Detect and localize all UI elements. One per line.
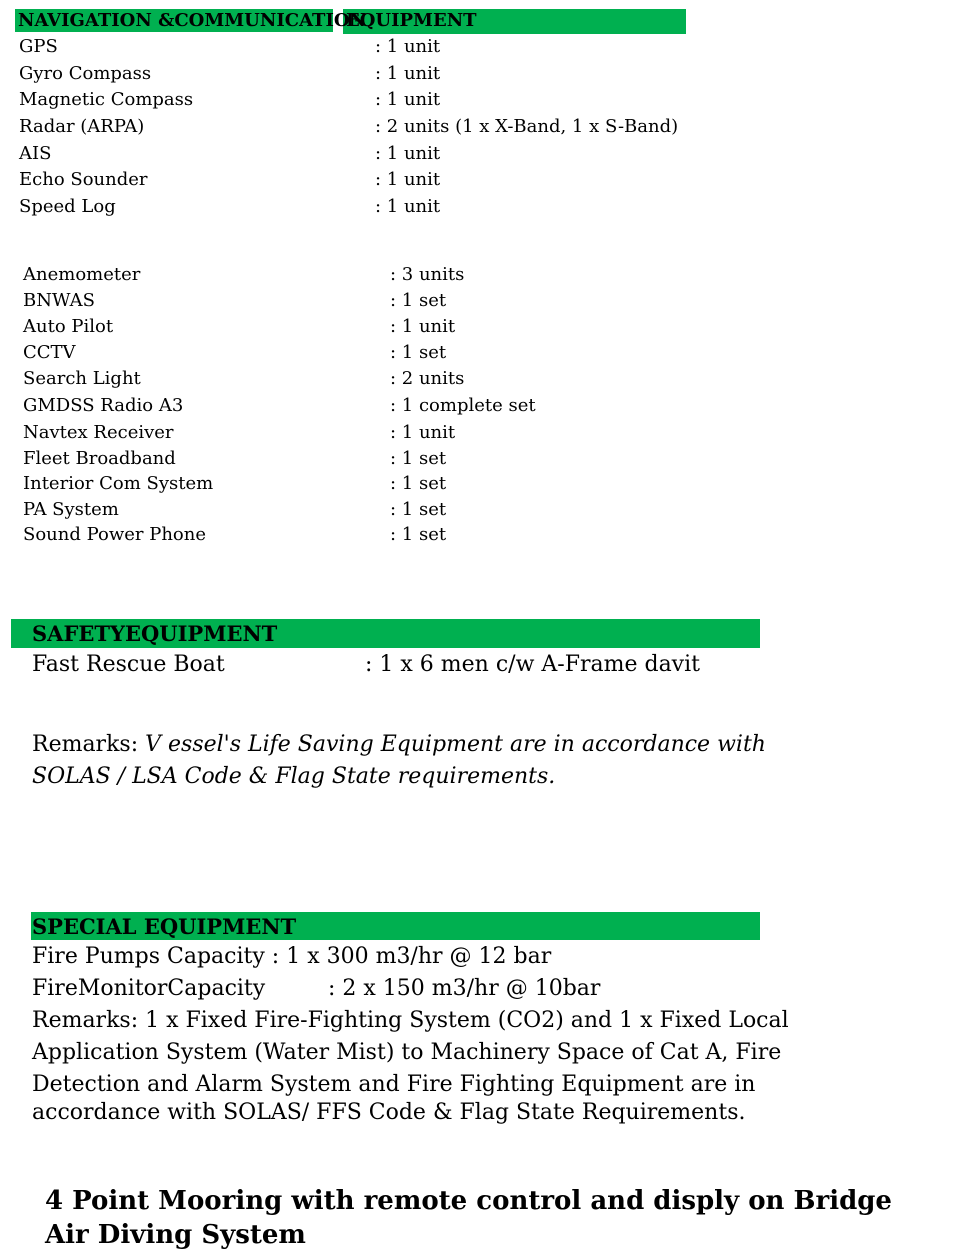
item-name: Interior Com System — [23, 473, 214, 494]
item-value: : 1 unit — [375, 169, 441, 190]
fire-monitor-name: FireMonitorCapacity — [32, 976, 266, 1001]
item-name: Navtex Receiver — [23, 422, 174, 443]
special-header-title: SPECIAL EQUIPMENT — [32, 914, 297, 939]
list-item — [0, 499, 972, 525]
list-item — [0, 395, 972, 421]
item-name: Gyro Compass — [19, 63, 152, 84]
item-value: : 1 unit — [375, 89, 441, 110]
item-value: : 1 complete set — [390, 395, 536, 416]
footer-mooring: 4 Point Mooring with remote control and disply on Bridge — [45, 1186, 892, 1216]
item-name: Fleet Broadband — [23, 448, 176, 469]
list-item — [0, 169, 972, 195]
item-name: GMDSS Radio A3 — [23, 395, 184, 416]
item-name: Echo Sounder — [19, 169, 148, 190]
item-name: CCTV — [23, 342, 76, 363]
list-item — [0, 196, 972, 222]
safety-item-value: : 1 x 6 men c/w A-Frame davit — [365, 652, 700, 677]
item-value: : 1 set — [390, 499, 447, 520]
item-value: : 1 set — [390, 473, 447, 494]
item-name: AIS — [19, 143, 52, 164]
item-name: Speed Log — [19, 196, 116, 217]
safety-item-name: Fast Rescue Boat — [32, 652, 225, 677]
special-remarks-line1: Remarks: 1 x Fixed Fire-Fighting System (CO2) and 1 x Fixed Local — [32, 1008, 789, 1033]
item-value: : 3 units — [390, 264, 465, 285]
list-item — [0, 290, 972, 316]
list-item — [0, 448, 972, 474]
safety-remarks-text1: V essel's Life Saving Equipment are in accordance with — [145, 732, 766, 757]
footer-diving: Air Diving System — [45, 1220, 306, 1250]
fire-monitor-value: : 2 x 150 m3/hr @ 10bar — [328, 976, 601, 1001]
safety-header-title: SAFETYEQUIPMENT — [32, 621, 278, 646]
item-name: Search Light — [23, 368, 141, 389]
nav-header-title: NAVIGATION &COMMUNICATION — [18, 10, 366, 31]
item-value: : 2 units (1 x X-Band, 1 x S-Band) — [375, 116, 679, 137]
list-item — [0, 368, 972, 394]
item-name: PA System — [23, 499, 119, 520]
list-item — [0, 89, 972, 115]
safety-remarks-line2: SOLAS / LSA Code & Flag State requirements. — [32, 764, 556, 789]
item-value: : 1 unit — [375, 36, 441, 57]
special-remarks-line4: accordance with SOLAS/ FFS Code & Flag State Requirements. — [32, 1100, 746, 1125]
item-name: Radar (ARPA) — [19, 116, 145, 137]
item-name: Magnetic Compass — [19, 89, 194, 110]
item-value: : 1 unit — [375, 196, 441, 217]
list-item — [0, 316, 972, 342]
special-remarks-line2: Application System (Water Mist) to Machinery Space of Cat A, Fire — [32, 1040, 782, 1065]
list-item — [0, 473, 972, 499]
safety-remarks-label: Remarks: — [32, 732, 139, 757]
list-item — [0, 342, 972, 368]
item-name: Auto Pilot — [23, 316, 114, 337]
item-value: : 1 set — [390, 524, 447, 545]
item-value: : 1 unit — [390, 422, 456, 443]
list-item — [0, 36, 972, 62]
item-name: BNWAS — [23, 290, 95, 311]
special-remarks-line3: Detection and Alarm System and Fire Fighting Equipment are in — [32, 1072, 756, 1097]
item-name: GPS — [19, 36, 58, 57]
list-item — [0, 264, 972, 290]
item-value: : 1 unit — [390, 316, 456, 337]
item-name: Anemometer — [23, 264, 141, 285]
item-value: : 1 unit — [375, 143, 441, 164]
list-item — [0, 422, 972, 448]
list-item — [0, 116, 972, 142]
list-item — [0, 63, 972, 89]
item-value: : 1 set — [390, 448, 447, 469]
list-item — [0, 143, 972, 169]
safety-remarks-line1 — [32, 731, 766, 759]
item-value: : 1 set — [390, 342, 447, 363]
fire-pumps-capacity: Fire Pumps Capacity : 1 x 300 m3/hr @ 12 bar — [32, 944, 552, 969]
item-name: Sound Power Phone — [23, 524, 206, 545]
item-value: : 2 units — [390, 368, 465, 389]
nav-header-equipment: EQUIPMENT — [346, 10, 477, 31]
list-item — [0, 524, 972, 550]
item-value: : 1 unit — [375, 63, 441, 84]
item-value: : 1 set — [390, 290, 447, 311]
